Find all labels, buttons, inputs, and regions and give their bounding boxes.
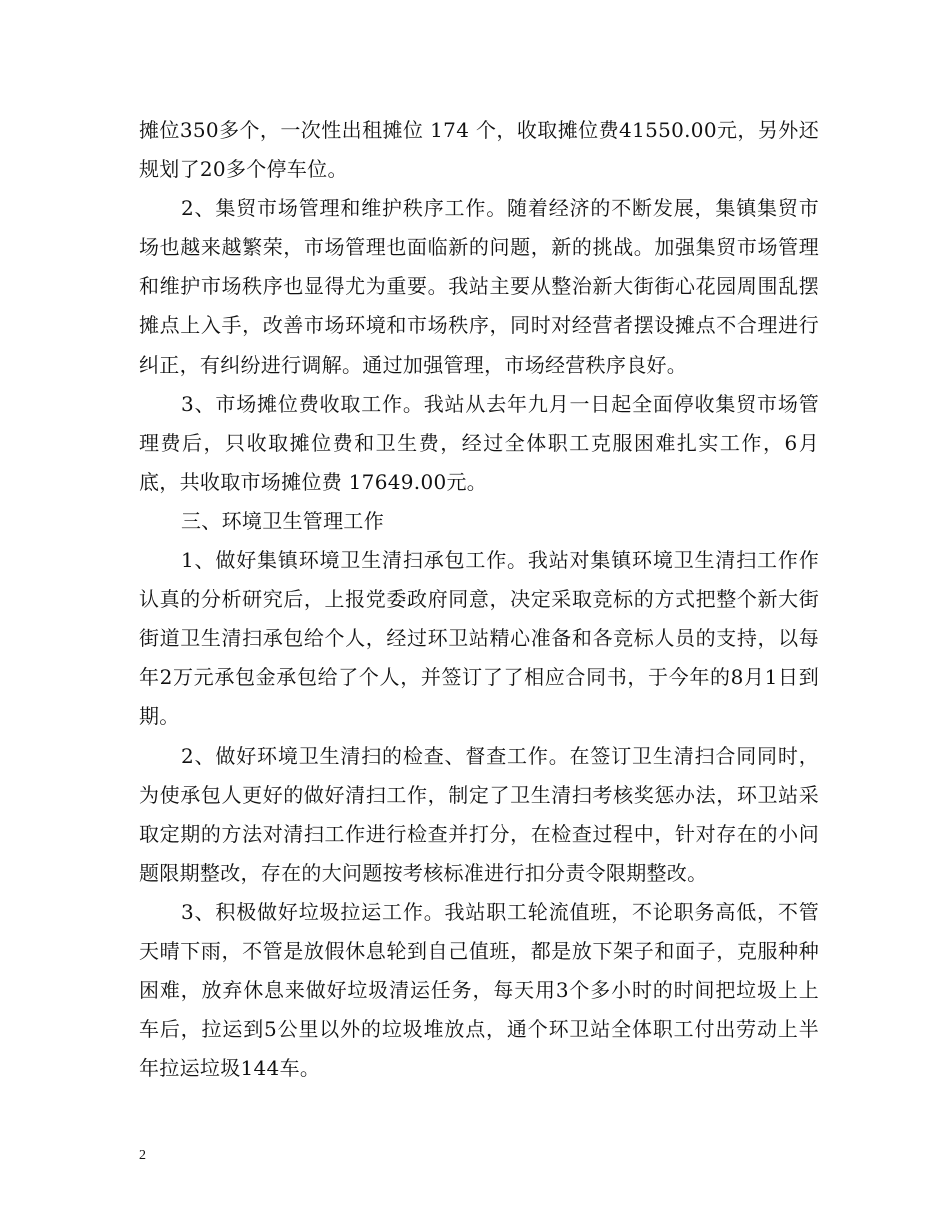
paragraph-stall-rental: 摊位350多个，一次性出租摊位 174 个，收取摊位费41550.00元，另外还规划了20多个停车位。 — [139, 118, 819, 182]
document-body — [139, 111, 819, 1088]
paragraph-garbage-transport: 3、积极做好垃圾拉运工作。我站职工轮流值班，不论职务高低，不管天晴下雨，不管是放假休息轮到自己值班，都是放下架子和面子，克服种种困难，放弃休息来做好垃圾清运任务，每天用3个多小时的时间把垃圾上上车后，拉运到5公里以外的垃圾堆放点，通个环卫站全体职工付出劳动上半年拉运垃圾144车。 — [139, 899, 819, 1081]
paragraph-cleaning-contract: 1、做好集镇环境卫生清扫承包工作。我站对集镇环境卫生清扫工作作认真的分析研究后，上报党委政府同意，决定采取竞标的方式把整个新大街街道卫生清扫承包给个人，经过环卫站精心准备和各竞标人员的支持，以每年2万元承包金承包给了个人，并签订了了相应合同书，于今年的8月1日到期。 — [139, 548, 819, 729]
page-number: 2 — [139, 1148, 146, 1163]
section-heading-environmental-sanitation: 三、环境卫生管理工作 — [181, 508, 384, 533]
paragraph-stall-fee-collection: 3、市场摊位费收取工作。我站从去年九月一日起全面停收集贸市场管理费后，只收取摊位费和卫生费，经过全体职工克服困难扎实工作，6月底，共收取市场摊位费 17649.00元。 — [139, 391, 819, 494]
paragraph-cleaning-inspection: 2、做好环境卫生清扫的检查、督查工作。在签订卫生清扫合同同时，为使承包人更好的做好清扫工作，制定了卫生清扫考核奖惩办法，环卫站采取定期的方法对清扫工作进行检查并打分，在检查过程中，针对存在的小问题限期整改，存在的大问题按考核标准进行扣分责令限期整改。 — [139, 743, 819, 885]
paragraph-market-management: 2、集贸市场管理和维护秩序工作。随着经济的不断发展，集镇集贸市场也越来越繁荣，市场管理也面临新的问题，新的挑战。加强集贸市场管理和维护市场秩序也显得尤为重要。我站主要从整治新大街街心花园周围乱摆摊点上入手，改善市场环境和市场秩序，同时对经营者摆设摊点不合理进行纠正，有纠纷进行调解。通过加强管理，市场经营秩序良好。 — [139, 196, 819, 377]
